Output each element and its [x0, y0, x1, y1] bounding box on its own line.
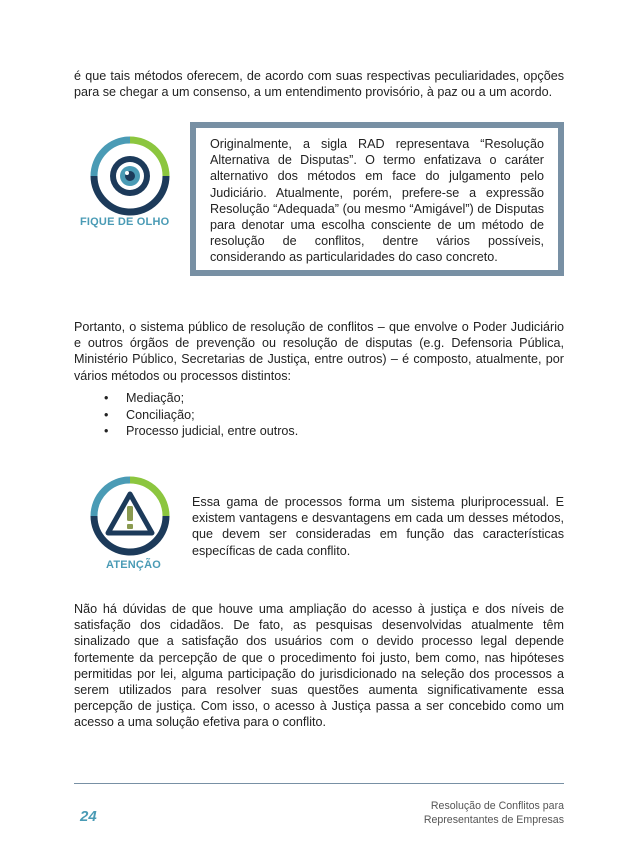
rad-callout-text: Originalmente, a sigla RAD representava “Resolução Alternativa de Disputas”. O termo enfatizava o caráter alternativo dos métodos em face do julgamento pelo Judiciário. Atualmente, porém, prefere-se a expressão Resolução “Adequada” (ou mesmo “Amigável”) de Disputas para denotar uma escolha consciente de um método de resolução de conflitos, dentre vários possíveis, considerando as particularidades do caso concreto. — [210, 137, 544, 265]
access-paragraph: Não há dúvidas de que houve uma ampliação do acesso à justiça e dos níveis de satisfação dos cidadãos. De fato, as pesquisas desenvolvidas atualmente têm sinalizado que a satisfação dos usuários com o devido processo legal depende fortemente da percepção de que o procedimento foi justo, bem como, nas hipóteses permitidas por lei, alguma participação do jurisdicionado na seleção dos processos a serem utilizados para resolver suas questões aumenta significativamente essa percepção de justiça. Com isso, o acesso à Justiça passa a ser concebido como um acesso a uma solução efetiva para o conflito. — [74, 602, 564, 730]
footer-title-line: Representantes de Empresas — [423, 813, 564, 826]
footer-title — [424, 800, 564, 827]
eye-icon — [90, 136, 170, 216]
page-number: 24 — [80, 808, 97, 825]
rad-callout-box — [190, 122, 564, 276]
system-paragraph: Portanto, o sistema público de resolução de conflitos – que envolve o Poder Judiciário e outros órgãos de prevenção ou resolução de disputas (e.g. Defensoria Pública, Ministério Público, Secretarias de Justiça, entre outros) – é composto, atualmente, por vários métodos ou processos distintos: — [74, 320, 564, 383]
list-item: • Processo judicial, entre outros. — [104, 423, 298, 440]
atencao-text: Essa gama de processos forma um sistema pluriprocessual. E existem vantagens e desvantagens em cada um desses métodos, que devem ser consideradas em função das características específicas de cada conflito. — [192, 495, 564, 558]
footer-divider — [74, 783, 564, 784]
list-item: • Conciliação; — [104, 407, 298, 424]
list-item: • Mediação; — [104, 390, 298, 407]
fique-de-olho-label: FIQUE DE OLHO — [80, 216, 170, 228]
intro-paragraph: é que tais métodos oferecem, de acordo com suas respectivas peculiaridades, opções para se chegar a um consenso, a um entendimento provisório, à paz ou a um acordo. — [74, 69, 564, 100]
warning-icon — [90, 476, 170, 556]
methods-list — [104, 390, 298, 440]
atencao-label: ATENÇÃO — [106, 559, 161, 571]
footer-title-line: Resolução de Conflitos para — [430, 800, 564, 812]
